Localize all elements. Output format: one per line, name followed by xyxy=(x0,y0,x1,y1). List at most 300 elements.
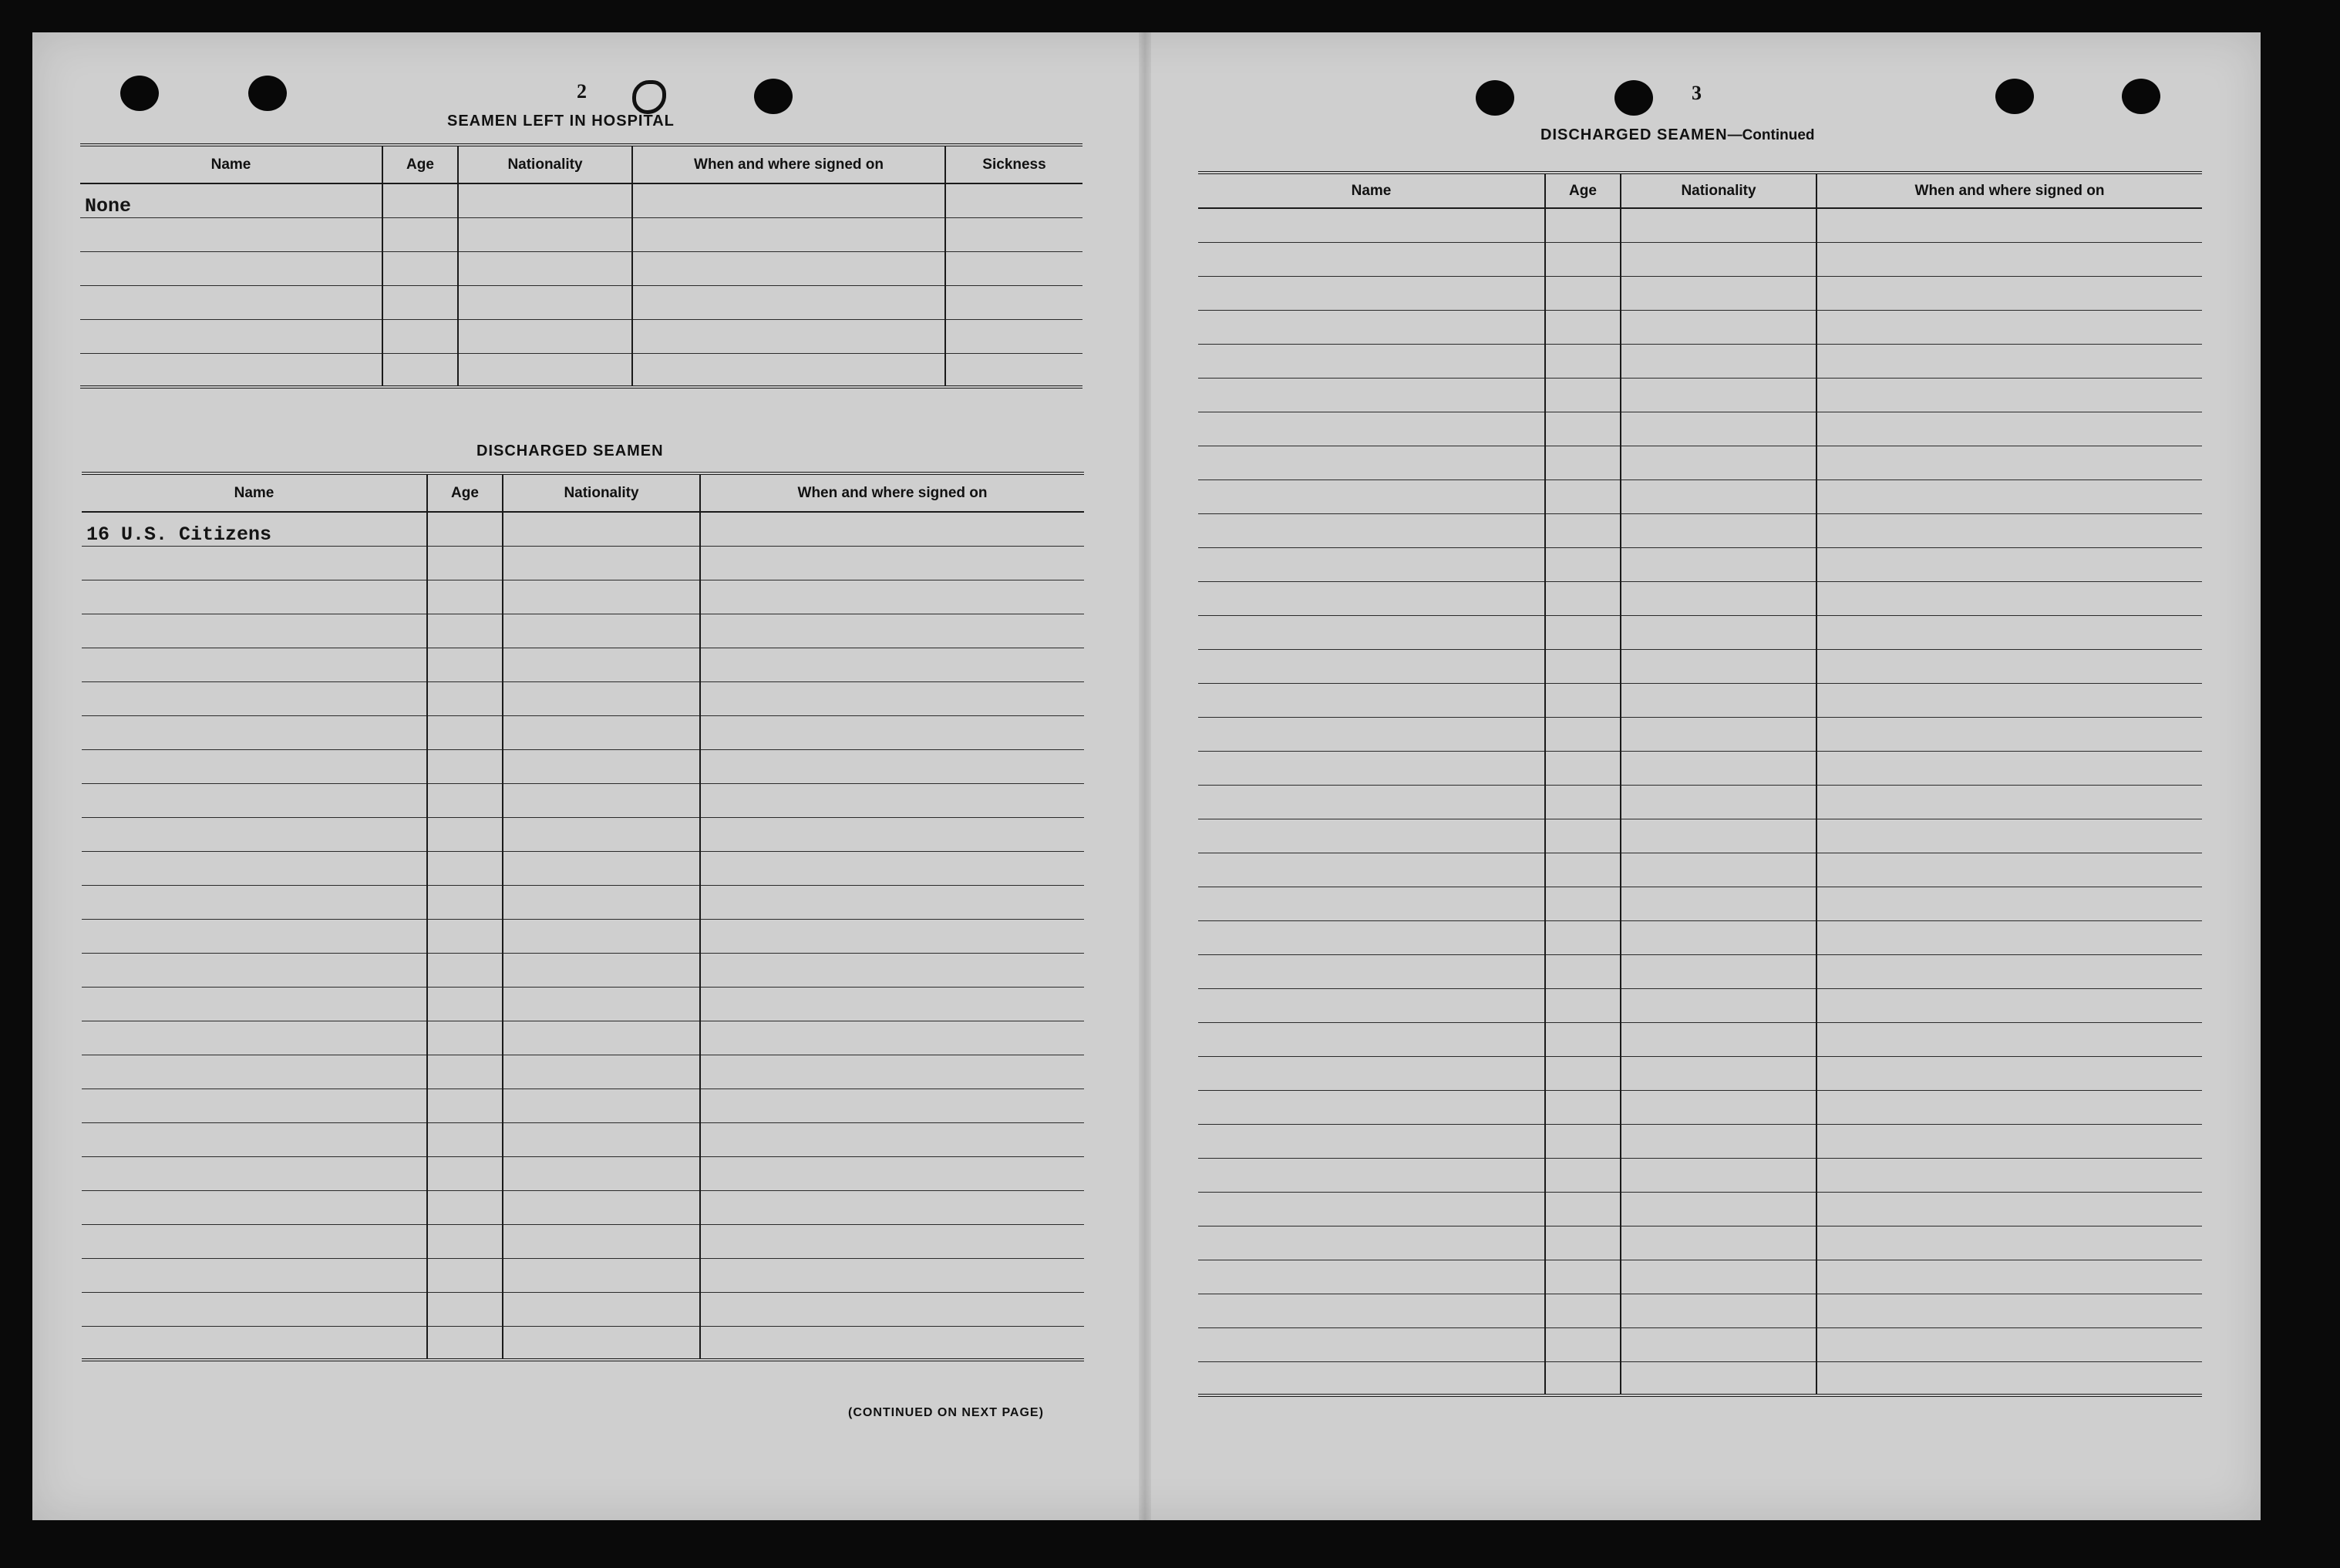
table-cell xyxy=(1198,547,1545,581)
table-cell xyxy=(1621,378,1816,412)
table-cell xyxy=(632,251,945,285)
discharged-continued-table xyxy=(1198,171,2202,1397)
table-row xyxy=(82,953,1084,987)
table-row xyxy=(1198,717,2202,751)
column-header: Name xyxy=(80,145,382,183)
table-cell xyxy=(1545,378,1621,412)
discharged-header-row xyxy=(82,473,1084,512)
table-cell xyxy=(1816,242,2202,276)
table-cell xyxy=(503,580,700,614)
table-cell xyxy=(427,1224,503,1258)
table-cell xyxy=(458,285,632,319)
table-cell xyxy=(945,251,1082,285)
table-cell xyxy=(80,319,382,353)
table-cell xyxy=(1198,276,1545,310)
table-cell xyxy=(1198,751,1545,785)
table-cell xyxy=(503,919,700,953)
table-cell xyxy=(82,1055,427,1089)
table-cell xyxy=(382,319,458,353)
table-cell xyxy=(1816,785,2202,819)
punch-hole-icon xyxy=(2122,79,2160,114)
table-cell xyxy=(1198,513,1545,547)
table-cell xyxy=(1621,547,1816,581)
table-cell xyxy=(700,817,1084,851)
table-cell xyxy=(503,614,700,648)
table-cell xyxy=(1621,479,1816,513)
table-cell xyxy=(1816,446,2202,479)
table-cell xyxy=(1621,853,1816,887)
table-cell xyxy=(82,1292,427,1326)
table-cell xyxy=(1816,1226,2202,1260)
table-row xyxy=(1198,310,2202,344)
table-cell xyxy=(427,783,503,817)
table-cell xyxy=(1545,785,1621,819)
table-cell xyxy=(700,987,1084,1021)
table-row xyxy=(1198,1056,2202,1090)
table-row xyxy=(1198,479,2202,513)
continued-note: (CONTINUED ON NEXT PAGE) xyxy=(848,1406,1044,1419)
table-cell xyxy=(1621,513,1816,547)
table-cell xyxy=(632,319,945,353)
table-cell xyxy=(1198,920,1545,954)
table-cell xyxy=(1198,1022,1545,1056)
column-header: Nationality xyxy=(458,145,632,183)
table-cell xyxy=(1545,1260,1621,1294)
table-row xyxy=(1198,1226,2202,1260)
table-cell xyxy=(1816,276,2202,310)
table-cell xyxy=(1545,717,1621,751)
table-cell xyxy=(427,1122,503,1156)
table-cell xyxy=(1198,1090,1545,1124)
table-cell xyxy=(82,885,427,919)
document-sheet xyxy=(32,32,2261,1520)
discharged-table xyxy=(82,472,1084,1361)
table-cell xyxy=(1621,1327,1816,1361)
column-header: When and where signed on xyxy=(1816,173,2202,208)
table-row xyxy=(1198,954,2202,988)
table-cell xyxy=(427,1156,503,1190)
column-header: When and where signed on xyxy=(632,145,945,183)
table-row xyxy=(82,1258,1084,1292)
table-row xyxy=(1198,785,2202,819)
discharged-continued-title xyxy=(1540,126,1815,144)
table-cell xyxy=(945,183,1082,217)
table-cell xyxy=(1198,1260,1545,1294)
table-cell xyxy=(82,1190,427,1224)
table-cell xyxy=(503,1190,700,1224)
table-row xyxy=(82,1224,1084,1258)
table-cell xyxy=(82,614,427,648)
table-row xyxy=(82,783,1084,817)
table-cell xyxy=(1816,1327,2202,1361)
table-cell xyxy=(1545,920,1621,954)
table-cell xyxy=(503,987,700,1021)
table-cell xyxy=(427,648,503,681)
table-row xyxy=(82,648,1084,681)
table-cell xyxy=(503,1089,700,1122)
table-cell xyxy=(427,1292,503,1326)
table-row xyxy=(1198,1124,2202,1158)
table-cell xyxy=(1198,649,1545,683)
table-cell xyxy=(1621,1294,1816,1327)
table-cell xyxy=(427,851,503,885)
table-cell xyxy=(503,1021,700,1055)
table-cell xyxy=(1621,920,1816,954)
table-cell xyxy=(1621,446,1816,479)
table-cell xyxy=(1198,717,1545,751)
table-cell xyxy=(700,1224,1084,1258)
table-cell xyxy=(503,1224,700,1258)
table-cell xyxy=(458,217,632,251)
table-cell xyxy=(700,851,1084,885)
table-row xyxy=(82,715,1084,749)
table-cell xyxy=(1545,581,1621,615)
table-cell xyxy=(1545,954,1621,988)
table-cell xyxy=(1545,615,1621,649)
table-row xyxy=(1198,242,2202,276)
table-cell xyxy=(1545,1294,1621,1327)
table-cell xyxy=(1198,1056,1545,1090)
table-cell xyxy=(82,987,427,1021)
table-cell xyxy=(1198,378,1545,412)
table-row xyxy=(1198,853,2202,887)
table-cell xyxy=(1621,954,1816,988)
table-cell xyxy=(1545,1022,1621,1056)
hospital-table xyxy=(80,143,1082,389)
table-cell xyxy=(1545,751,1621,785)
table-row xyxy=(1198,1192,2202,1226)
table-cell xyxy=(700,1326,1084,1360)
table-cell xyxy=(503,749,700,783)
punch-hole-icon xyxy=(248,76,287,111)
table-cell xyxy=(700,1089,1084,1122)
table-row xyxy=(1198,547,2202,581)
table-cell xyxy=(1816,1022,2202,1056)
table-cell xyxy=(1816,1090,2202,1124)
table-cell xyxy=(1816,581,2202,615)
table-row xyxy=(82,817,1084,851)
table-cell xyxy=(1198,1158,1545,1192)
table-cell xyxy=(382,183,458,217)
table-row xyxy=(82,1021,1084,1055)
table-cell xyxy=(1545,853,1621,887)
table-cell xyxy=(1816,1294,2202,1327)
table-cell xyxy=(1816,988,2202,1022)
table-row xyxy=(82,580,1084,614)
table-cell xyxy=(82,1326,427,1360)
table-cell xyxy=(1621,344,1816,378)
table-cell xyxy=(427,1021,503,1055)
table-row xyxy=(1198,446,2202,479)
table-cell xyxy=(1198,1361,1545,1395)
table-cell xyxy=(1545,819,1621,853)
table-cell xyxy=(427,817,503,851)
table-cell xyxy=(700,681,1084,715)
table-row xyxy=(1198,513,2202,547)
table-cell xyxy=(1621,581,1816,615)
table-cell xyxy=(1545,310,1621,344)
table-cell: None xyxy=(80,183,382,217)
table-cell xyxy=(427,1089,503,1122)
table-cell xyxy=(80,353,382,387)
table-cell xyxy=(700,546,1084,580)
table-cell xyxy=(700,749,1084,783)
table-cell xyxy=(1816,547,2202,581)
table-row xyxy=(80,217,1082,251)
column-header: Name xyxy=(82,473,427,512)
table-row xyxy=(1198,649,2202,683)
table-cell xyxy=(1198,208,1545,242)
table-cell xyxy=(1545,887,1621,920)
table-cell xyxy=(503,1156,700,1190)
table-cell xyxy=(700,1190,1084,1224)
table-cell xyxy=(1621,412,1816,446)
table-cell xyxy=(1621,276,1816,310)
table-cell xyxy=(1198,1327,1545,1361)
table-cell xyxy=(945,285,1082,319)
table-cell xyxy=(427,580,503,614)
table-cell xyxy=(427,885,503,919)
table-cell xyxy=(1545,513,1621,547)
table-cell xyxy=(1621,1192,1816,1226)
table-cell xyxy=(503,512,700,546)
table-cell xyxy=(427,715,503,749)
table-cell xyxy=(427,1258,503,1292)
table-cell xyxy=(458,319,632,353)
table-cell xyxy=(1198,412,1545,446)
table-cell xyxy=(1545,1192,1621,1226)
table-row xyxy=(1198,1158,2202,1192)
table-cell xyxy=(700,1292,1084,1326)
table-cell xyxy=(1816,513,2202,547)
table-cell xyxy=(1198,446,1545,479)
table-row xyxy=(82,987,1084,1021)
table-row xyxy=(82,1055,1084,1089)
table-cell xyxy=(700,715,1084,749)
table-cell xyxy=(1621,1022,1816,1056)
table-cell xyxy=(1545,988,1621,1022)
table-cell xyxy=(82,1089,427,1122)
table-cell xyxy=(82,715,427,749)
table-cell xyxy=(1198,581,1545,615)
table-cell xyxy=(1198,344,1545,378)
table-cell xyxy=(1198,819,1545,853)
table-cell xyxy=(1198,785,1545,819)
punch-hole-icon xyxy=(754,79,793,114)
table-cell xyxy=(503,885,700,919)
table-cell xyxy=(1816,853,2202,887)
table-cell xyxy=(945,217,1082,251)
table-row xyxy=(82,749,1084,783)
table-cell xyxy=(82,749,427,783)
table-cell xyxy=(503,1122,700,1156)
table-cell xyxy=(1621,988,1816,1022)
discharged-continued-title-text: DISCHARGED SEAMEN xyxy=(1540,126,1728,143)
table-cell xyxy=(1621,1158,1816,1192)
table-cell xyxy=(1545,1226,1621,1260)
table-cell xyxy=(1198,1226,1545,1260)
table-cell xyxy=(1621,819,1816,853)
punch-hole-icon xyxy=(1476,80,1514,116)
right-page-number: 3 xyxy=(1692,82,1702,104)
table-cell xyxy=(503,546,700,580)
table-cell xyxy=(82,953,427,987)
table-cell xyxy=(1621,887,1816,920)
table-cell xyxy=(700,885,1084,919)
table-cell xyxy=(1545,649,1621,683)
table-cell xyxy=(632,183,945,217)
table-cell xyxy=(382,217,458,251)
table-row xyxy=(82,1122,1084,1156)
hospital-section-title: SEAMEN LEFT IN HOSPITAL xyxy=(447,113,675,130)
table-row xyxy=(82,1156,1084,1190)
table-cell xyxy=(458,353,632,387)
table-cell: 16 U.S. Citizens xyxy=(82,512,427,546)
table-row xyxy=(1198,887,2202,920)
table-cell xyxy=(382,353,458,387)
table-cell xyxy=(1816,378,2202,412)
table-row xyxy=(1198,751,2202,785)
table-cell xyxy=(1198,954,1545,988)
table-cell xyxy=(82,783,427,817)
table-cell xyxy=(1816,920,2202,954)
table-cell xyxy=(1545,208,1621,242)
table-cell xyxy=(503,681,700,715)
table-row xyxy=(1198,276,2202,310)
table-row xyxy=(1198,819,2202,853)
table-row xyxy=(1198,1361,2202,1395)
table-cell xyxy=(427,919,503,953)
table-cell xyxy=(700,1258,1084,1292)
table-cell xyxy=(1816,1056,2202,1090)
punch-hole-icon xyxy=(120,76,159,111)
table-cell xyxy=(1816,615,2202,649)
table-cell xyxy=(82,681,427,715)
table-cell xyxy=(1621,683,1816,717)
column-header: Name xyxy=(1198,173,1545,208)
table-cell xyxy=(427,1190,503,1224)
table-cell xyxy=(427,749,503,783)
table-cell xyxy=(503,1258,700,1292)
table-cell xyxy=(427,1055,503,1089)
table-cell xyxy=(1816,954,2202,988)
table-cell xyxy=(1545,276,1621,310)
table-cell xyxy=(427,1326,503,1360)
table-cell xyxy=(1621,1260,1816,1294)
table-cell xyxy=(700,1122,1084,1156)
table-cell xyxy=(700,648,1084,681)
table-row xyxy=(80,183,1082,217)
table-cell xyxy=(1816,1124,2202,1158)
table-cell xyxy=(458,251,632,285)
table-cell xyxy=(503,648,700,681)
column-header: Nationality xyxy=(1621,173,1816,208)
table-cell xyxy=(700,1021,1084,1055)
table-row xyxy=(80,285,1082,319)
table-cell xyxy=(1621,1056,1816,1090)
column-header: Nationality xyxy=(503,473,700,512)
table-row xyxy=(1198,1090,2202,1124)
table-cell xyxy=(382,251,458,285)
table-cell xyxy=(503,715,700,749)
table-cell xyxy=(1198,853,1545,887)
table-cell xyxy=(700,783,1084,817)
left-page-number: 2 xyxy=(577,80,587,103)
table-cell xyxy=(80,285,382,319)
table-row xyxy=(1198,615,2202,649)
table-cell xyxy=(82,817,427,851)
table-cell xyxy=(632,353,945,387)
table-cell xyxy=(1545,547,1621,581)
table-cell xyxy=(1621,785,1816,819)
table-row xyxy=(1198,581,2202,615)
column-header: Age xyxy=(1545,173,1621,208)
table-cell xyxy=(82,1021,427,1055)
table-cell xyxy=(1621,649,1816,683)
page-fold xyxy=(1139,32,1151,1520)
table-cell xyxy=(1198,887,1545,920)
table-row xyxy=(82,885,1084,919)
table-cell xyxy=(1545,1327,1621,1361)
hospital-header-row xyxy=(80,145,1082,183)
table-cell xyxy=(1621,717,1816,751)
table-cell xyxy=(1545,412,1621,446)
table-cell xyxy=(1621,310,1816,344)
table-row xyxy=(1198,378,2202,412)
table-cell xyxy=(1545,344,1621,378)
table-cell xyxy=(427,681,503,715)
column-header: Age xyxy=(382,145,458,183)
table-cell xyxy=(700,953,1084,987)
punch-hole-icon xyxy=(1614,80,1653,116)
table-cell xyxy=(1198,1124,1545,1158)
table-cell xyxy=(1198,242,1545,276)
table-cell xyxy=(82,580,427,614)
table-cell xyxy=(1545,479,1621,513)
table-row xyxy=(1198,1022,2202,1056)
table-cell xyxy=(1816,683,2202,717)
table-row xyxy=(82,681,1084,715)
table-cell xyxy=(1198,310,1545,344)
column-header: When and where signed on xyxy=(700,473,1084,512)
table-row xyxy=(82,919,1084,953)
table-cell xyxy=(700,919,1084,953)
table-row xyxy=(1198,344,2202,378)
table-cell xyxy=(1621,208,1816,242)
table-row xyxy=(80,353,1082,387)
table-cell xyxy=(427,614,503,648)
table-cell xyxy=(82,1224,427,1258)
table-cell xyxy=(1545,242,1621,276)
table-row xyxy=(82,614,1084,648)
table-cell xyxy=(503,1055,700,1089)
table-cell xyxy=(1198,1192,1545,1226)
table-cell xyxy=(1816,649,2202,683)
table-cell xyxy=(1545,1124,1621,1158)
column-header: Age xyxy=(427,473,503,512)
table-cell xyxy=(632,217,945,251)
table-cell xyxy=(82,648,427,681)
table-cell xyxy=(1816,208,2202,242)
table-cell xyxy=(427,546,503,580)
table-cell xyxy=(503,1292,700,1326)
table-cell xyxy=(1621,1226,1816,1260)
table-cell xyxy=(1816,751,2202,785)
table-row xyxy=(1198,988,2202,1022)
table-cell xyxy=(1545,446,1621,479)
table-row xyxy=(1198,208,2202,242)
table-cell xyxy=(1545,1056,1621,1090)
